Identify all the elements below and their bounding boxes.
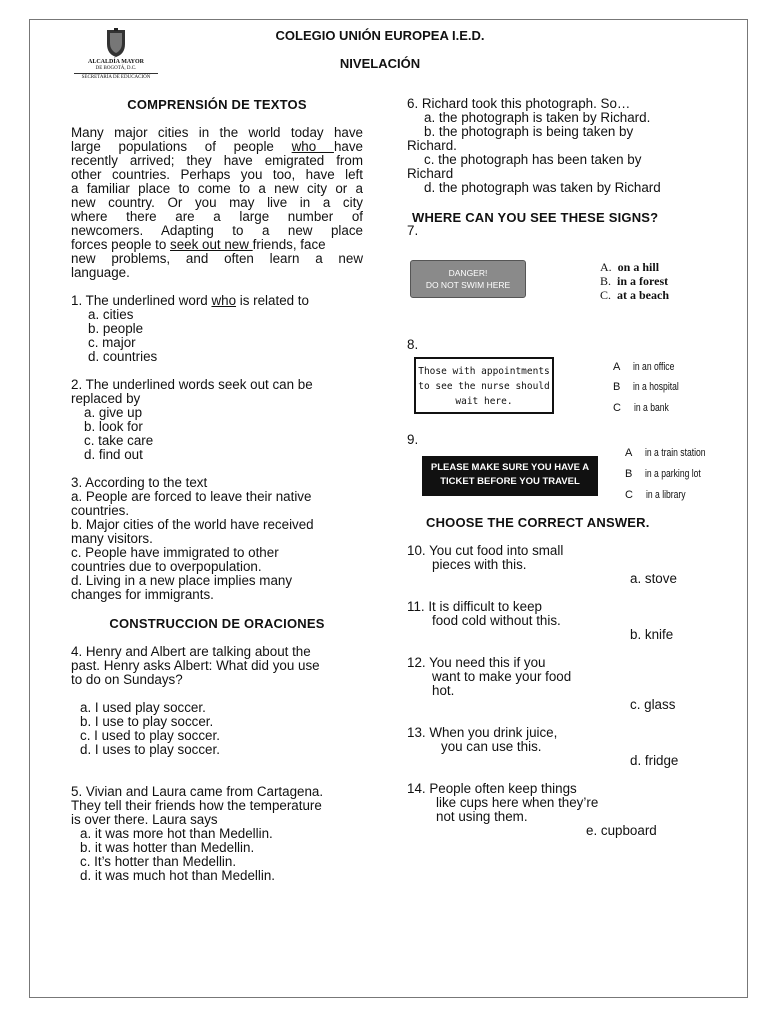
answer-a[interactable]: a. stove bbox=[630, 571, 677, 586]
reading-line: other countries. Perhaps you too, have left bbox=[71, 167, 363, 182]
option[interactable]: a. I used play soccer. bbox=[80, 700, 206, 715]
question-14: 14. People often keep things bbox=[407, 781, 577, 796]
sign-text: DANGER! bbox=[448, 268, 488, 278]
question-9: 9. bbox=[407, 432, 419, 447]
question-13-cont: you can use this. bbox=[441, 739, 542, 754]
option[interactable]: b. look for bbox=[84, 419, 143, 434]
option-letter: C. bbox=[600, 288, 612, 302]
option[interactable]: c. I used to play soccer. bbox=[80, 728, 220, 743]
underlined-who: who bbox=[211, 293, 237, 308]
option-9a[interactable] bbox=[625, 446, 723, 460]
section-title-comprension: COMPRENSIÓN DE TEXTOS bbox=[127, 97, 307, 112]
option-text: in a parking lot bbox=[645, 468, 702, 480]
question-11-cont: food cold without this. bbox=[432, 613, 561, 628]
option-text: in a bank bbox=[633, 402, 669, 414]
option-letter: A bbox=[613, 361, 621, 373]
question-12-cont: hot. bbox=[432, 683, 455, 698]
option[interactable]: c. the photograph has been taken by bbox=[424, 152, 642, 167]
option-text: in a train station bbox=[645, 447, 706, 459]
option[interactable]: d. countries bbox=[88, 349, 158, 364]
option-cont: many visitors. bbox=[71, 531, 153, 546]
option-8b[interactable] bbox=[613, 380, 692, 394]
option-text: at a beach bbox=[617, 288, 670, 302]
option-cont: countries. bbox=[71, 503, 130, 518]
coat-of-arms-icon bbox=[72, 28, 160, 58]
question-5-cont: is over there. Laura says bbox=[71, 812, 218, 827]
section-title-signs: WHERE CAN YOU SEE THESE SIGNS? bbox=[412, 210, 659, 225]
reading-line-underlined-who bbox=[71, 140, 363, 154]
option[interactable]: c. People have immigrated to other bbox=[71, 545, 279, 560]
option[interactable]: d. the photograph was taken by Richard bbox=[424, 180, 661, 195]
option-7b[interactable] bbox=[600, 274, 668, 288]
question-14-cont: like cups here when they’re bbox=[436, 795, 599, 810]
option[interactable]: a. People are forced to leave their native bbox=[71, 489, 312, 504]
logo-line-2: DE BOGOTÁ, D.C. bbox=[95, 66, 137, 71]
sign-danger bbox=[410, 260, 526, 298]
question-2: 2. The underlined words seek out can be bbox=[71, 377, 313, 392]
page-subtitle: NIVELACIÓN bbox=[339, 56, 421, 71]
reading-line: Many major cities in the world today have bbox=[71, 125, 363, 140]
reading-line: recently arrived; they have emigrated from bbox=[71, 153, 363, 168]
answer-b[interactable]: b. knife bbox=[630, 627, 674, 642]
question-2-cont: replaced by bbox=[71, 391, 141, 406]
option-7c[interactable] bbox=[600, 288, 669, 302]
underlined-seek-out: seek out new bbox=[170, 237, 253, 252]
reading-line: new problems, and often learn a new bbox=[71, 251, 363, 266]
question-11: 11. It is difficult to keep bbox=[407, 599, 542, 614]
option-cont: countries due to overpopulation. bbox=[71, 559, 262, 574]
question-1 bbox=[71, 294, 309, 308]
sign-ticket bbox=[422, 456, 598, 496]
sign-text: TICKET BEFORE YOU TRAVEL bbox=[440, 476, 580, 487]
school-name: COLEGIO UNIÓN EUROPEA I.E.D. bbox=[275, 28, 485, 43]
option-text: in a forest bbox=[617, 274, 669, 288]
question-14-cont: not using them. bbox=[436, 809, 528, 824]
option-text: in an office bbox=[633, 361, 675, 373]
option[interactable]: d. Living in a new place implies many bbox=[71, 573, 293, 588]
reading-line: newcomers. Adapting to a new place bbox=[71, 223, 363, 238]
option[interactable]: b. it was hotter than Medellin. bbox=[80, 840, 255, 855]
question-text: 1. The underlined word bbox=[71, 293, 212, 308]
option-cont: Richard. bbox=[407, 138, 457, 153]
option-letter: A bbox=[625, 447, 633, 459]
option[interactable]: a. the photograph is taken by Richard. bbox=[424, 110, 651, 125]
question-text: is related to bbox=[236, 293, 309, 308]
option-8c[interactable] bbox=[613, 401, 679, 415]
question-12: 12. You need this if you bbox=[407, 655, 546, 670]
question-4: 4. Henry and Albert are talking about the bbox=[71, 644, 311, 659]
option-cont: changes for immigrants. bbox=[71, 587, 214, 602]
logo-divider bbox=[74, 73, 158, 74]
option[interactable]: b. people bbox=[88, 321, 144, 336]
question-3: 3. According to the text bbox=[71, 475, 208, 490]
question-8: 8. bbox=[407, 337, 419, 352]
question-10-cont: pieces with this. bbox=[432, 557, 527, 572]
reading-line: new country. Or you may live in a city bbox=[71, 195, 363, 210]
option-8a[interactable] bbox=[613, 360, 686, 374]
option[interactable]: b. I use to play soccer. bbox=[80, 714, 214, 729]
option-letter: B bbox=[613, 381, 621, 393]
sign-text: wait here. bbox=[455, 396, 513, 407]
section-title-construccion: CONSTRUCCION DE ORACIONES bbox=[109, 616, 325, 631]
question-4-cont: to do on Sundays? bbox=[71, 672, 183, 687]
option[interactable]: d. find out bbox=[84, 447, 143, 462]
option[interactable]: c. It’s hotter than Medellin. bbox=[80, 854, 237, 869]
option[interactable]: c. take care bbox=[84, 433, 154, 448]
option-letter: B bbox=[625, 468, 633, 480]
reading-line-underlined-seek-out bbox=[71, 238, 326, 252]
option-letter: B. bbox=[600, 274, 612, 288]
sign-text: Those with appointments bbox=[418, 366, 550, 377]
option[interactable]: d. it was much hot than Medellin. bbox=[80, 868, 276, 883]
option-text: in a library bbox=[645, 489, 686, 501]
question-5: 5. Vivian and Laura came from Cartagena. bbox=[71, 784, 324, 799]
underlined-who: who bbox=[291, 139, 334, 154]
reading-line: a familiar place to come to a new city or a bbox=[71, 181, 363, 196]
question-12-cont: want to make your food bbox=[432, 669, 572, 684]
reading-line: where there are a large number of bbox=[71, 209, 363, 224]
option-7a[interactable] bbox=[600, 260, 659, 274]
logo-line-1: ALCALDÍA MAYOR bbox=[88, 59, 144, 65]
option[interactable]: b. the photograph is being taken by bbox=[424, 124, 634, 139]
option-text: on a hill bbox=[617, 260, 660, 274]
option-9b[interactable] bbox=[625, 467, 717, 481]
reading-text: friends, face bbox=[252, 237, 326, 252]
reading-text: have bbox=[333, 139, 363, 154]
question-7: 7. bbox=[407, 223, 419, 238]
answer-e[interactable]: e. cupboard bbox=[586, 823, 657, 838]
option[interactable]: a. it was more hot than Medellin. bbox=[80, 826, 273, 841]
question-6: 6. Richard took this photograph. So… bbox=[407, 96, 631, 111]
question-10: 10. You cut food into small bbox=[407, 543, 564, 558]
sign-text: to see the nurse should bbox=[418, 381, 550, 392]
option[interactable]: c. major bbox=[88, 335, 136, 350]
answer-d[interactable]: d. fridge bbox=[630, 753, 679, 768]
question-5-cont: They tell their friends how the temperature bbox=[71, 798, 322, 813]
logo-line-3: SECRETARÍA DE EDUCACIÓN bbox=[81, 75, 151, 80]
reading-line: language. bbox=[71, 265, 130, 280]
option-letter: C bbox=[613, 402, 621, 414]
option-9c[interactable] bbox=[625, 488, 697, 502]
option-text: in a hospital bbox=[633, 381, 680, 393]
school-logo bbox=[72, 28, 160, 84]
option[interactable]: a. give up bbox=[84, 405, 143, 420]
option-letter: C bbox=[625, 489, 633, 501]
sign-nurse bbox=[414, 357, 554, 414]
option[interactable]: a. cities bbox=[88, 307, 134, 322]
question-4-cont: past. Henry asks Albert: What did you use bbox=[71, 658, 320, 673]
option-cont: Richard bbox=[407, 166, 454, 181]
question-13: 13. When you drink juice, bbox=[407, 725, 558, 740]
option-letter: A. bbox=[600, 260, 612, 274]
sign-text: DO NOT SWIM HERE bbox=[425, 280, 511, 290]
sign-text: PLEASE MAKE SURE YOU HAVE A bbox=[430, 462, 590, 473]
option[interactable]: d. I uses to play soccer. bbox=[80, 742, 220, 757]
reading-text: large populations of people bbox=[71, 139, 292, 154]
answer-c[interactable]: c. glass bbox=[630, 697, 676, 712]
reading-text: forces people to bbox=[71, 237, 171, 252]
option[interactable]: b. Major cities of the world have received bbox=[71, 517, 314, 532]
section-title-choose: CHOOSE THE CORRECT ANSWER. bbox=[426, 515, 650, 530]
